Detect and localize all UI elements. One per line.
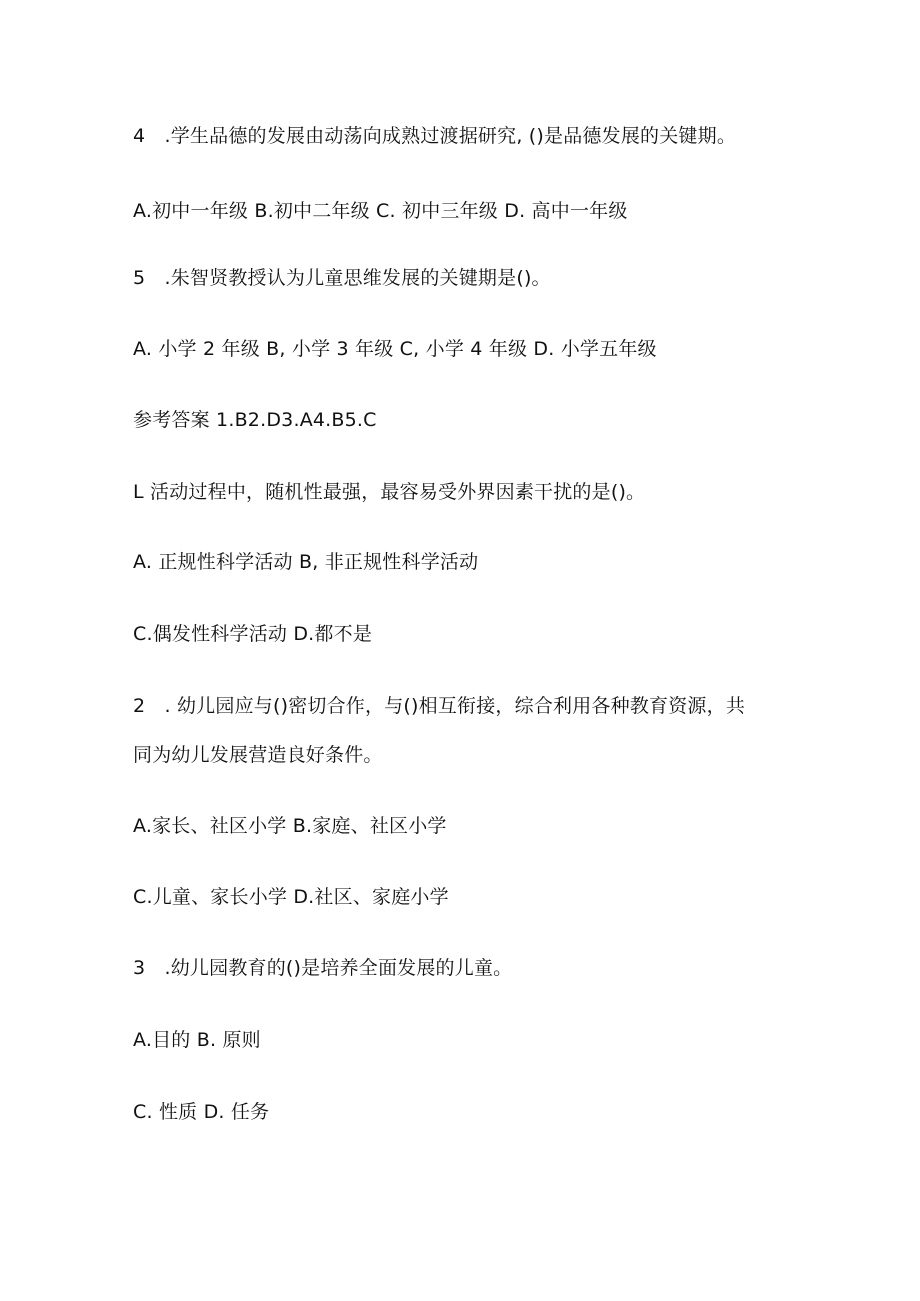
question-3-options-cd: C. 性质 D. 任务 — [133, 1101, 270, 1123]
question-5-options: A. 小学 2 年级 B, 小学 3 年级 C, 小学 4 年级 D. 小学五年级 — [133, 338, 657, 360]
question-1-options-cd: C.偶发性科学活动 D.都不是 — [133, 623, 373, 645]
question-1-stem: L 活动过程中，随机性最强，最容易受外界因素干扰的是()。 — [133, 481, 646, 503]
answer-key: 参考答案 1.B2.D3.A4.B5.C — [133, 409, 377, 431]
question-3-stem: 3 .幼儿园教育的()是培养全面发展的儿童。 — [133, 957, 513, 979]
question-2-stem: 2 . 幼儿园应与()密切合作，与()相互衔接，综合利用各种教育资源，共 — [133, 695, 746, 717]
question-4-options: A.初中一年级 B.初中二年级 C. 初中三年级 D. 高中一年级 — [133, 200, 628, 222]
question-1-options-ab: A. 正规性科学活动 B, 非正规性科学活动 — [133, 551, 479, 573]
question-2-stem-continued: 同为幼儿发展营造良好条件。 — [133, 744, 383, 766]
question-5-stem: 5 .朱智贤教授认为儿童思维发展的关键期是()。 — [133, 267, 551, 289]
question-2-options-ab: A.家长、社区小学 B.家庭、社区小学 — [133, 815, 447, 837]
question-3-options-ab: A.目的 B. 原则 — [133, 1029, 261, 1051]
question-2-options-cd: C.儿童、家长小学 D.社区、家庭小学 — [133, 886, 449, 908]
question-4-stem: 4 .学生品德的发展由动荡向成熟过渡据研究, ()是品德发展的关键期。 — [133, 125, 737, 147]
